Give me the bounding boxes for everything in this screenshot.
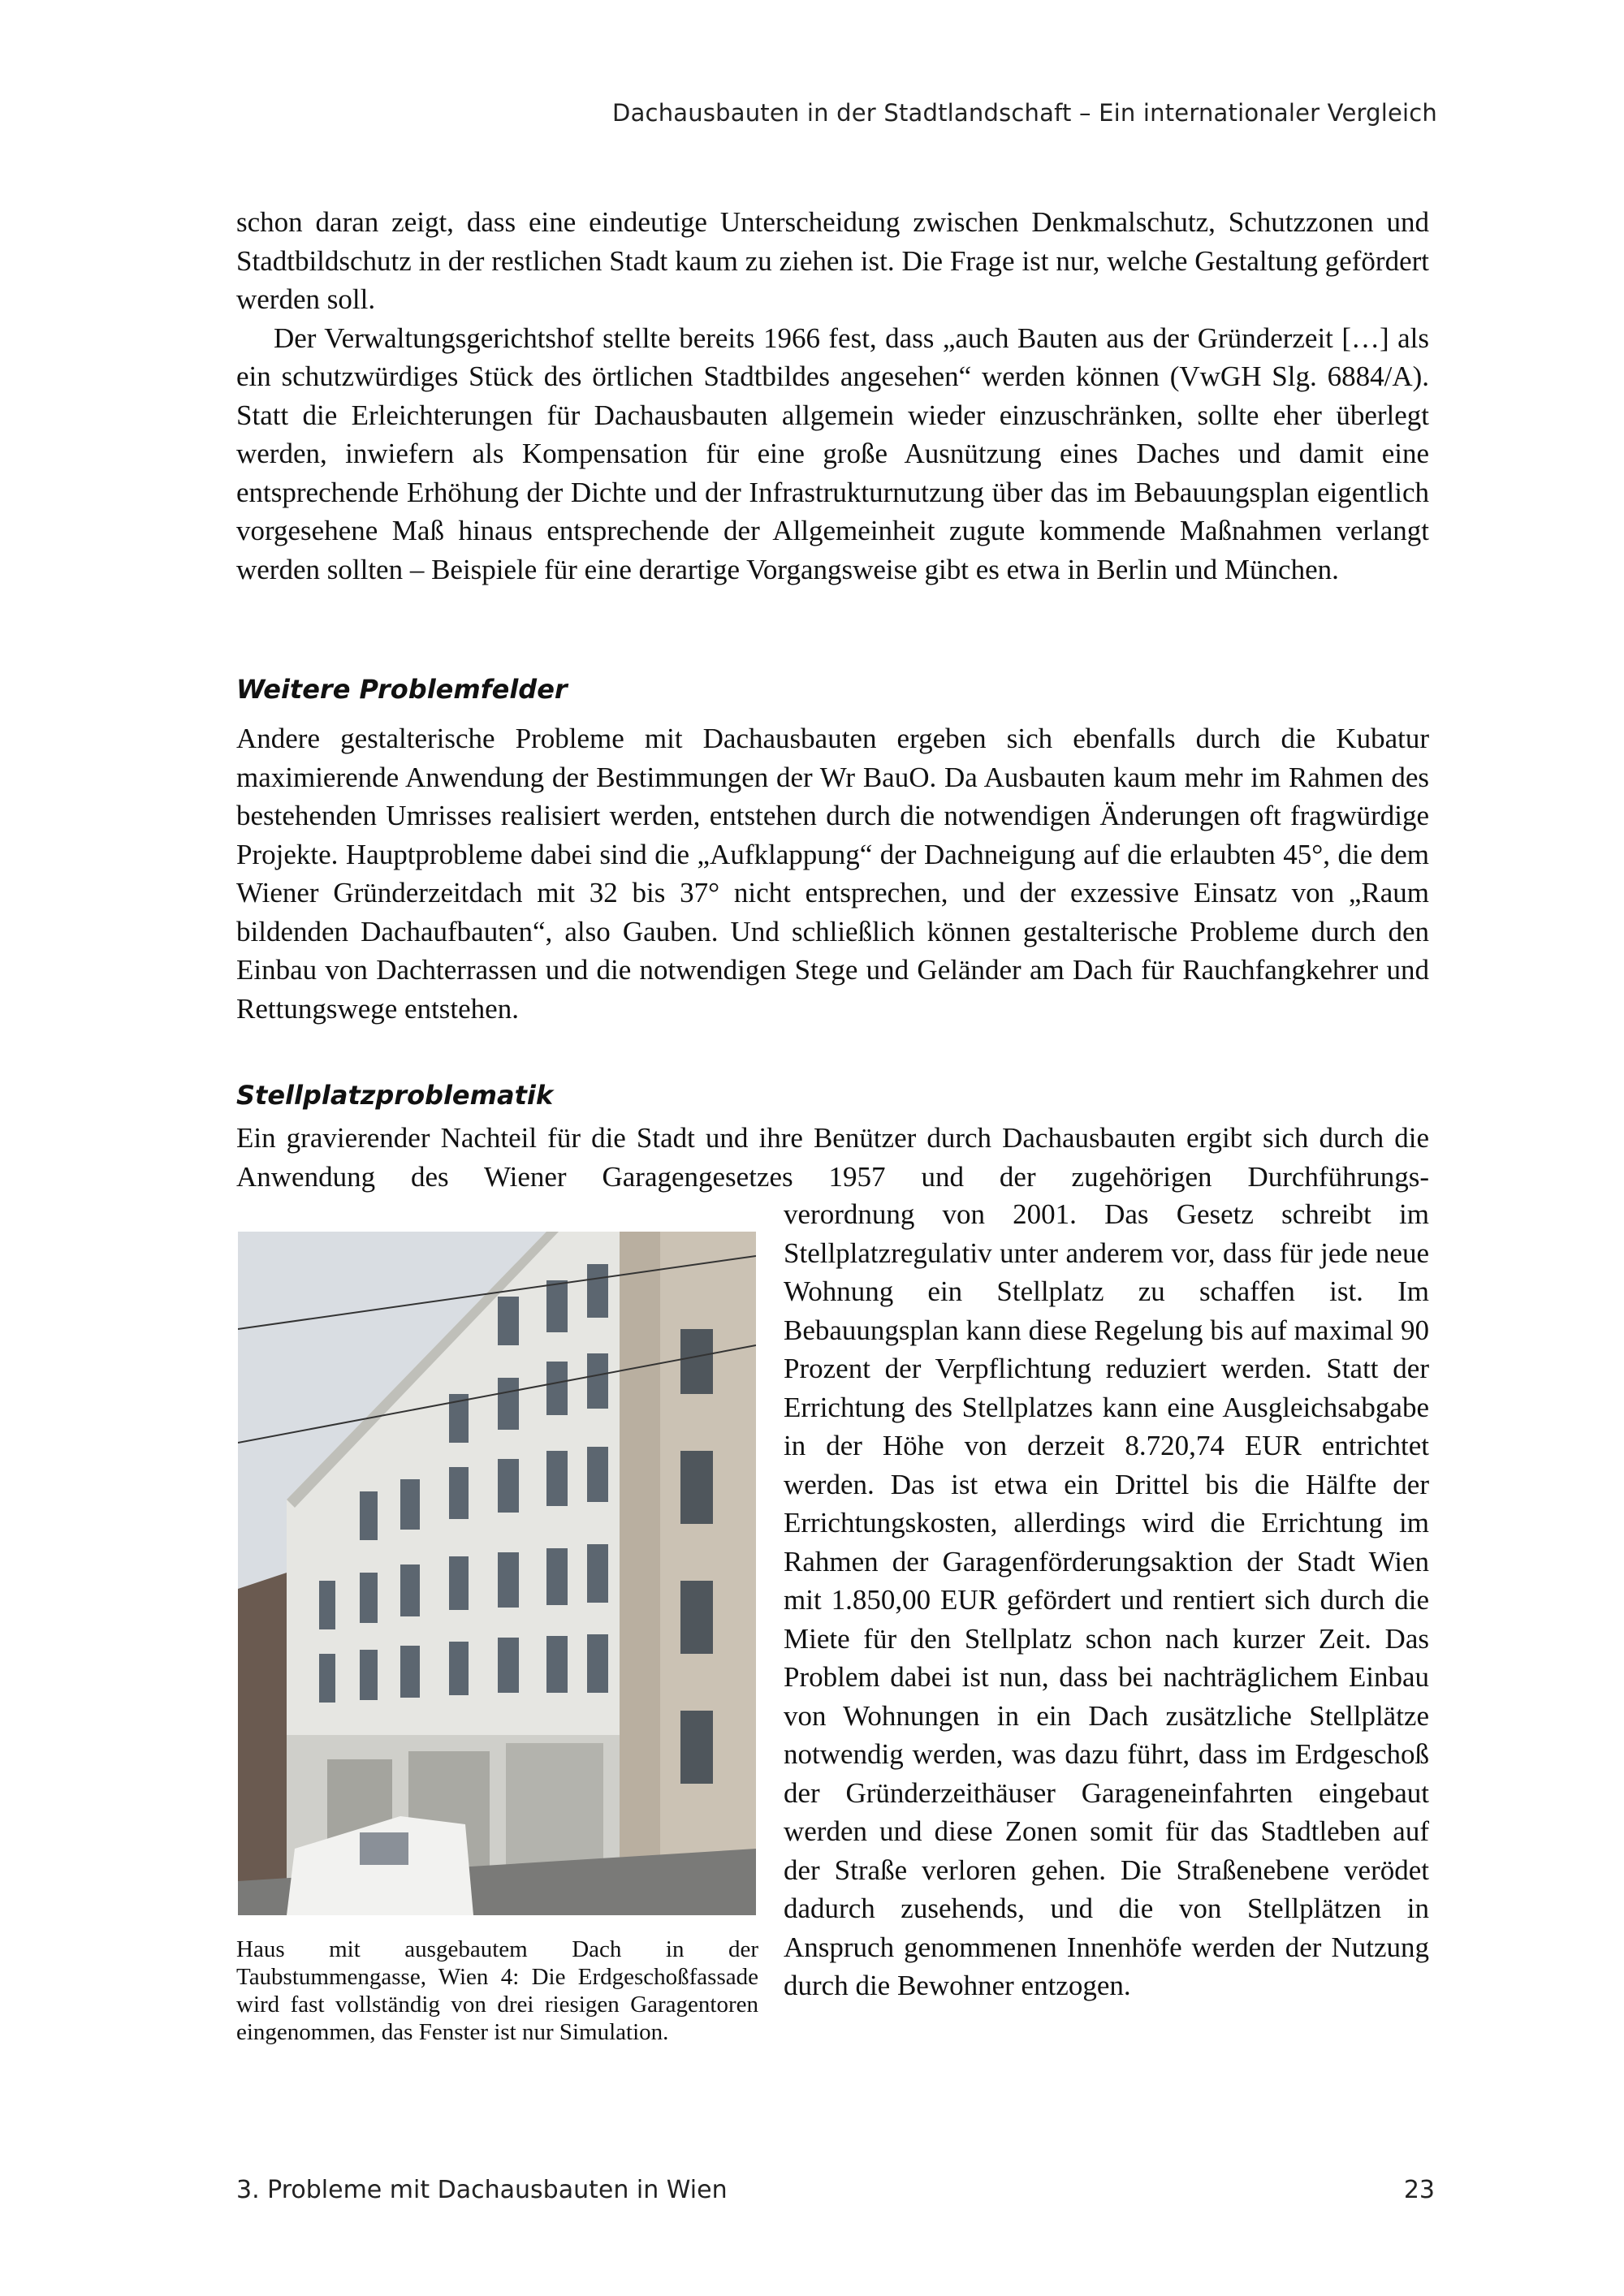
heading-weitere-problemfelder: Weitere Problemfelder — [236, 674, 568, 705]
paragraph-stellplatz-intro: Ein gravierender Nachteil für die Stadt und ihre Benützer durch Dachausbauten ergibt sich durch die Anwendung des Wiener Garagengesetzes 1957 und der zugehörigen Durchführungs- — [236, 1122, 1429, 1193]
paragraph-weitere: Andere gestalterische Probleme mit Dachausbauten ergeben sich ebenfalls durch die Kubatur maximierende Anwendung der Bestimmungen der Wr BauO. Da Ausbauten kaum mehr im Rahmen des bestehenden Umrisses realisiert werden, entstehen durch die notwendigen Änderungen oft fragwürdige Projekte. Hauptprobleme dabei sind die „Aufklappung“ der Dachneigung auf die erlaubten 45°, die dem Wiener Gründerzeitdach mit 32 bis 37° nicht entsprechen, und der exzessive Einsatz von „Raum bildenden Dachaufbauten“, also Gauben. Und schließlich können gestalterische Probleme durch den Einbau von Dachterrassen und die notwendigen Stege und Geländer am Dach für Rauchfangkehrer und Rettungswege entstehen. — [236, 723, 1429, 1025]
heading-stellplatzproblematik: Stellplatzproblematik — [236, 1080, 554, 1111]
section-stellplatz — [236, 1119, 1429, 1196]
page-number: 23 — [1403, 2176, 1435, 2204]
body-text-top — [236, 203, 1429, 589]
footer-chapter: 3. Probleme mit Dachausbauten in Wien — [236, 2176, 728, 2204]
intro-paragraph: schon daran zeigt, dass eine eindeutige Unterscheidung zwischen Denkmalschutz, Schutzzonen und Stadtbildschutz in der restlichen Stadt kaum zu ziehen ist. Die Frage ist nur, welche Gestaltung gefördert werden soll. — [236, 206, 1429, 315]
figure-caption: Haus mit ausgebautem Dach in der Taubstummengasse, Wien 4: Die Erdgeschoßfassade wird fast vollständig von drei riesigen Garagentoren eingenommen, das Fenster ist nur Simulation. — [236, 1936, 758, 2045]
running-header: Dachausbauten in der Stadtlandschaft – Ein internationaler Vergleich — [612, 99, 1437, 127]
section-weitere — [236, 719, 1429, 1028]
paragraph-vwgh: Der Verwaltungsgerichtshof stellte bereits 1966 fest, dass „auch Bauten aus der Gründerzeit […] als ein schutzwürdiges Stück des örtlichen Stadtbildes angesehen“ werden können (VwGH Slg. 6884/A). Statt die Erleichterungen für Dachausbauten allgemein wieder einzuschränken, sollte eher überlegt werden, inwiefern als Kompensation für eine große Ausnützung eines Daches und damit eine entsprechende Erhöhung der Dichte und der Infrastrukturnutzung über das im Bebauungsplan eigentlich vorgesehene Maß hinaus entsprechende der Allgemeinheit zugute kommende Maßnahmen verlangt werden sollten – Beispiele für eine derartige Vorgangsweise gibt es etwa in Berlin und München. — [236, 322, 1429, 585]
paragraph-stellplatz-column: verordnung von 2001. Das Gesetz schreibt im Stellplatzregulativ unter anderem vor, dass für jede neue Wohnung ein Stellplatz zu schaffen ist. Im Bebauungsplan kann diese Regelung bis auf maximal 90 Prozent der Verpflichtung reduziert werden. Statt der Errichtung des Stellplatzes kann eine Ausgleichsabgabe in der Höhe von derzeit 8.720,74 EUR entrichtet werden. Das ist etwa ein Drittel bis die Hälfte der Errichtungskosten, allerdings wird die Errichtung im Rahmen der Garagenförderungsaktion der Stadt Wien mit 1.850,00 EUR gefördert und rentiert sich durch die Miete für den Stellplatz schon nach kurzer Zeit. Das Problem dabei ist nun, dass bei nachträglichem Einbau von Wohnungen in ein Dach zusätzliche Stellplätze notwendig werden, was dazu führt, dass im Erdgeschoß der Gründerzeithäuser Garageneinfahrten eingebaut werden und diese Zonen somit für das Stadtleben auf der Straße verloren gehen. Die Straßenebene verödet dadurch zusehends, und die von Stellplätzen in Anspruch genommenen Innenhöfe werden der Nutzung durch die Bewohner entzogen. — [784, 1198, 1429, 2001]
building-photo — [238, 1232, 756, 1915]
